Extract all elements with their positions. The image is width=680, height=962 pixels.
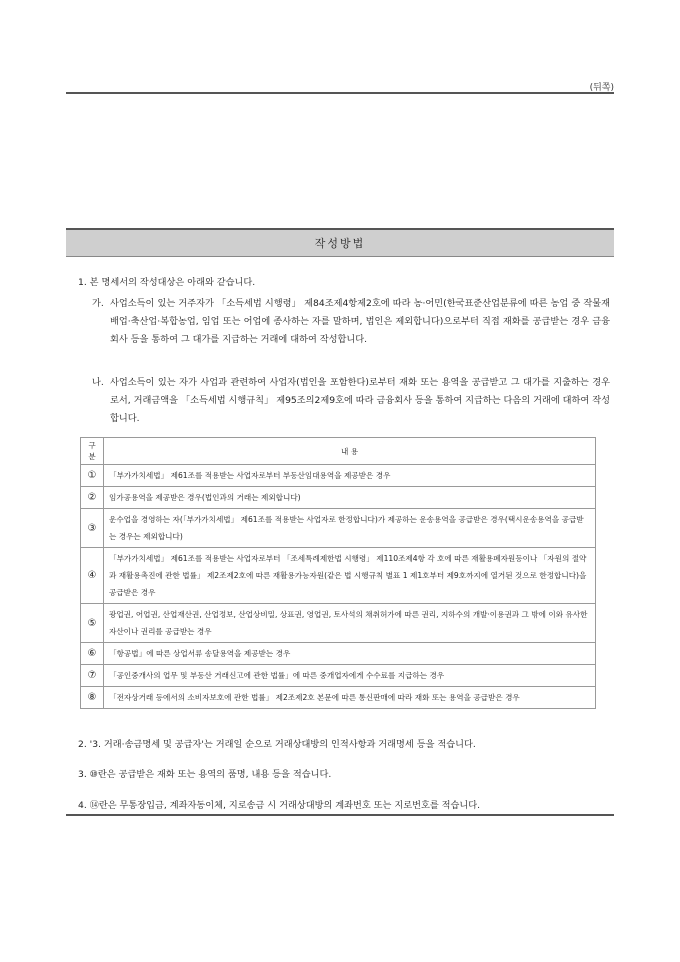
table-row	[81, 509, 596, 548]
bottom-divider	[66, 814, 614, 816]
subitem-a-label: 가.	[92, 298, 104, 309]
transaction-types-table	[80, 437, 596, 709]
row-number: ③	[81, 509, 104, 548]
row-content: 임가공용역을 제공받은 경우(법인과의 거래는 제외합니다)	[104, 487, 596, 509]
page-side-label: (뒤쪽)	[589, 83, 614, 93]
table-row	[81, 548, 596, 604]
row-content: 광업권, 어업권, 산업재산권, 산업정보, 산업상비밀, 상표권, 영업권, 토사석의 채취허가에 따른 권리, 지하수의 개발·이용권과 그 밖에 이와 유사한 자산이나 권리를 공급받는 경우	[104, 604, 596, 643]
table-row	[81, 604, 596, 643]
row-number: ②	[81, 487, 104, 509]
row-content: 「부가가치세법」 제61조를 적용받는 사업자로부터 「조세특례제한법 시행령」 제110조제4항 각 호에 따른 재활용폐자원등이나 「자원의 절약과 재활용촉진에 관한 법률」 제2조제2호에 따른 재활용가능자원(같은 법 시행규칙 별표 1 제1호부터 제9호까지에 열거된 것으로 한정합니다)을 공급받은 경우	[104, 548, 596, 604]
row-number: ⑥	[81, 643, 104, 665]
table-row	[81, 643, 596, 665]
item-1-subitem-a	[92, 295, 610, 349]
header-category: 구 분	[81, 438, 104, 465]
header-content: 내 용	[104, 438, 596, 465]
row-content: 「항공법」에 따른 상업서류 송달용역을 제공받는 경우	[104, 643, 596, 665]
item-1-subitem-b	[92, 374, 610, 428]
item-2-text: 2. '3. 거래·송금명세 및 공급자'는 거래일 순으로 거래상대방의 인적사항과 거래명세 등을 적습니다.	[78, 739, 476, 750]
row-content: 운수업을 경영하는 자(「부가가치세법」 제61조를 적용받는 사업자로 한정합니다)가 제공하는 운송용역을 공급받은 경우(택시운송용역을 공급받는 경우는 제외합니다)	[104, 509, 596, 548]
section-title: 작성방법	[66, 228, 614, 257]
table-header-row	[81, 438, 596, 465]
table-row	[81, 487, 596, 509]
row-number: ⑦	[81, 665, 104, 687]
table-row	[81, 465, 596, 487]
subitem-a-text: 사업소득이 있는 거주자가 「소득세법 시행령」 제84조제4항제2호에 따라 농·어민(한국표준산업분류에 따른 농업 중 작물재배업·축산업·복합농업, 임업 또는 어업에 종사하는 자를 말하며, 법인은 제외합니다)으로부터 직접 재화를 공급받는 경우 금융회사 등을 통하여 그 대가를 지급하는 거래에 대하여 작성합니다.	[110, 298, 610, 345]
row-content: 「부가가치세법」 제61조를 적용받는 사업자로부터 부동산임대용역을 제공받은 경우	[104, 465, 596, 487]
item-4-text: 4. ⑭란은 무통장입금, 계좌자동이체, 지로송금 시 거래상대방의 계좌번호 또는 지로번호를 적습니다.	[78, 800, 481, 811]
item-3-text: 3. ⑩란은 공급받은 재화 또는 용역의 품명, 내용 등을 적습니다.	[78, 769, 332, 780]
row-content: 「공인중개사의 업무 및 부동산 거래신고에 관한 법률」에 따른 중개업자에게 수수료를 지급하는 경우	[104, 665, 596, 687]
table-row	[81, 687, 596, 709]
item-1-text: 1. 본 명세서의 작성대상은 아래와 같습니다.	[78, 277, 256, 288]
row-number: ⑧	[81, 687, 104, 709]
table-row	[81, 665, 596, 687]
subitem-b-label: 나.	[92, 377, 104, 388]
row-number: ④	[81, 548, 104, 604]
subitem-b-text: 사업소득이 있는 자가 사업과 관련하여 사업자(법인을 포함한다)로부터 재화 또는 용역을 공급받고 그 대가를 지출하는 경우로서, 거래금액을 「소득세법 시행규칙」 제95조의2제9호에 따라 금융회사 등을 통하여 지급하는 다음의 거래에 대하여 작성합니다.	[110, 377, 610, 424]
top-divider	[66, 92, 614, 94]
row-content: 「전자상거래 등에서의 소비자보호에 관한 법률」 제2조제2호 본문에 따른 통신판매에 따라 재화 또는 용역을 공급받은 경우	[104, 687, 596, 709]
row-number: ⑤	[81, 604, 104, 643]
row-number: ①	[81, 465, 104, 487]
